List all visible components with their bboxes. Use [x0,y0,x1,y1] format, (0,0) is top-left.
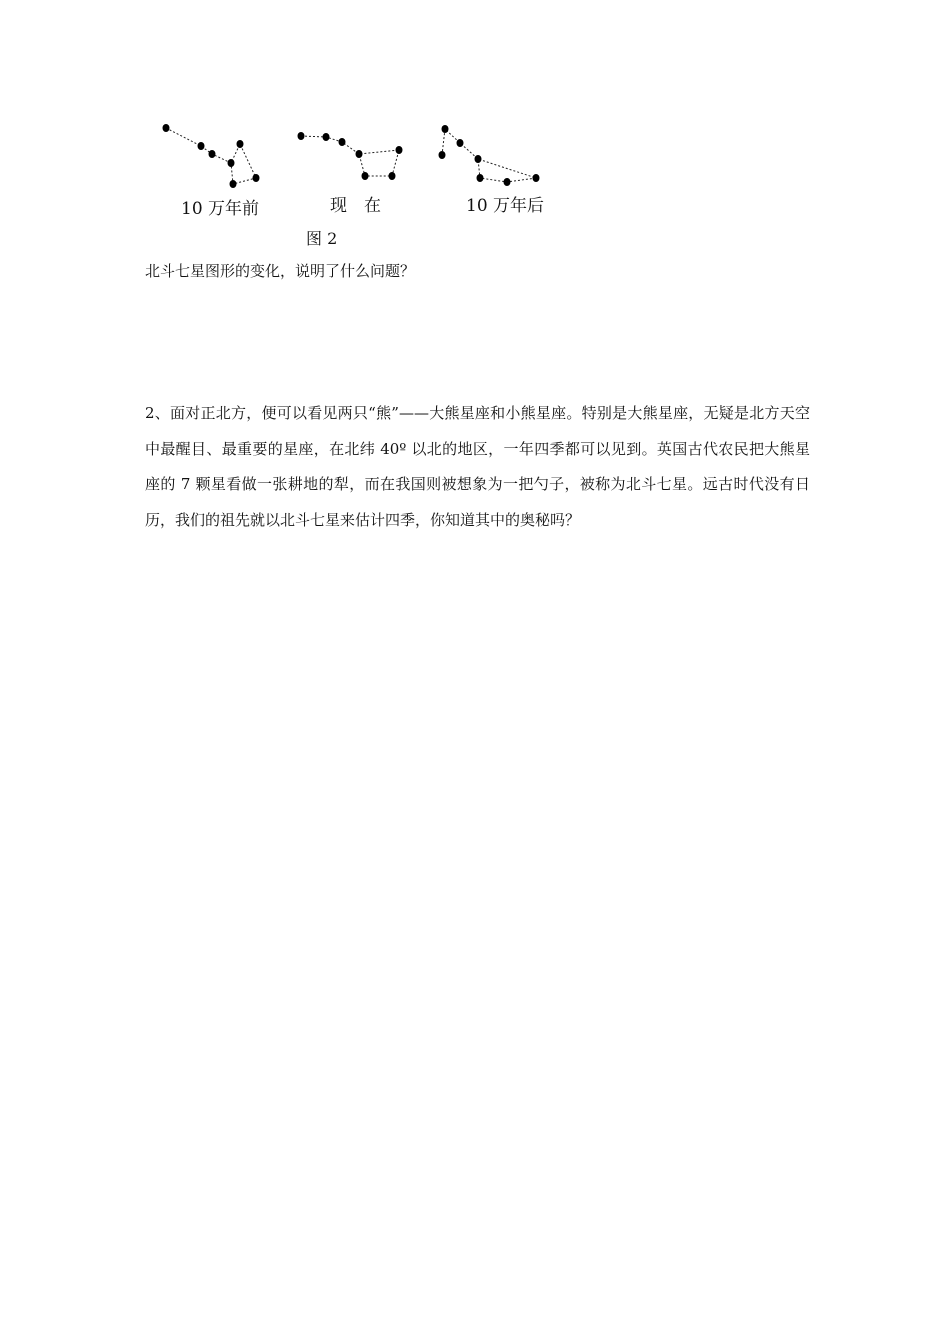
star [237,140,244,148]
star [209,150,216,158]
star [475,155,482,163]
stars-present [298,132,403,180]
caption-future: 10 万年后 [466,196,545,216]
constellation-present [301,136,399,176]
question-1: 北斗七星图形的变化，说明了什么问题？ [145,262,416,280]
figure-label: 图 2 [306,229,338,248]
big-dipper-figure [0,0,950,260]
star [230,180,237,188]
question-2: 2、面对正北方，便可以看见两只“熊”——大熊星座和小熊星座。特别是大熊星座，无疑是北方天空中最醒目、最重要的星座，在北纬 40º 以北的地区，一年四季都可以见到。英国古代农民把大熊星座的 7 颗星看做一张耕地的犁，而在我国则被想象为一把勺子，被称为北斗七星。远古时代没有日历，我们的祖先就以北斗七星来估计四季，你知道其中的奥秘吗？ [145,404,810,529]
star [356,150,363,158]
constellation-diagram [0,0,950,260]
star [533,174,540,182]
star [389,172,396,180]
caption-past: 10 万年前 [181,199,260,219]
star [339,138,346,146]
star [163,124,170,132]
star [439,151,446,159]
stars-future [439,125,540,186]
star [396,146,403,154]
constellation-future [442,129,536,182]
star [298,132,305,140]
star [442,125,449,133]
star [323,133,330,141]
star [504,178,511,186]
star [228,159,235,167]
star [198,142,205,150]
star [457,139,464,147]
star [253,174,260,182]
star [477,174,484,182]
caption-present: 现 在 [330,196,381,216]
star [362,172,369,180]
